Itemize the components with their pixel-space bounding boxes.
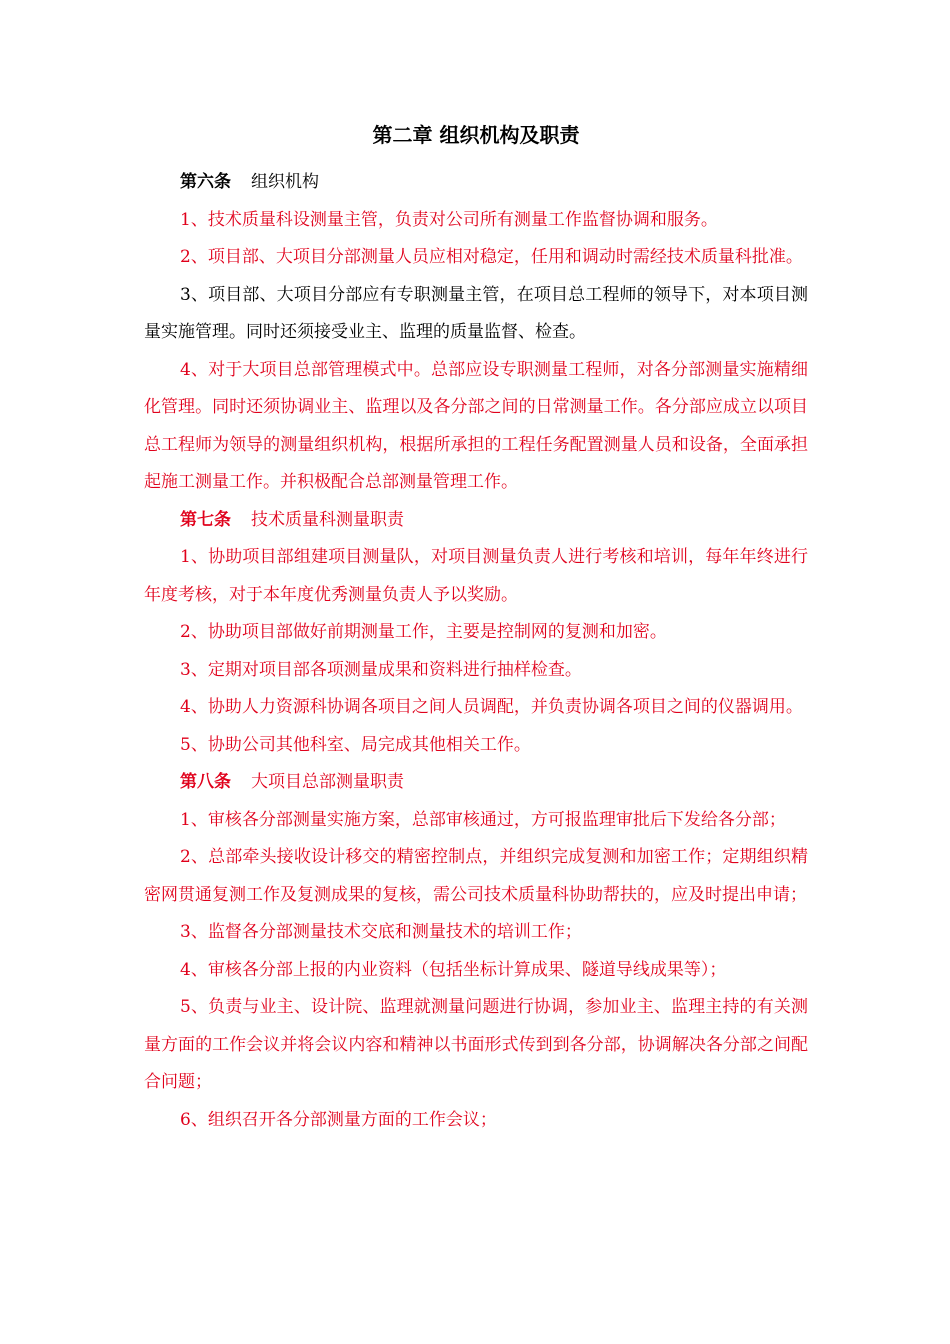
article-7-item-3: 3、定期对项目部各项测量成果和资料进行抽样检查。 bbox=[180, 659, 582, 680]
article-8-item-3: 3、监督各分部测量技术交底和测量技术的培训工作； bbox=[180, 922, 582, 942]
article-7-item-4: 4、协助人力资源科协调各项目之间人员调配，并负责协调各项目之间的仪器调用。 bbox=[180, 697, 803, 717]
article-8-number: 第八条 bbox=[180, 772, 231, 792]
article-6-number: 第六条 bbox=[180, 172, 231, 192]
article-7-heading bbox=[144, 502, 808, 540]
article-6-item-4: 4、对于大项目总部管理模式中。总部应设专职测量工程师，对各分部测量实施精细化管理。同时还须协调业主、监理以及各分部之间的日常测量工作。各分部应成立以项目总工程师为领导的测量组织机构，根据所承担的工程任务配置测量人员和设备，全面承担起施工测量工作。并积极配合总部测量管理工作。 bbox=[144, 359, 808, 492]
article-8-title: 大项目总部测量职责 bbox=[251, 772, 404, 792]
article-7-item-2: 2、协助项目部做好前期测量工作，主要是控制网的复测和加密。 bbox=[180, 622, 667, 642]
article-6-item-2: 2、项目部、大项目分部测量人员应相对稳定，任用和调动时需经技术质量科批准。 bbox=[180, 247, 803, 267]
article-7-item-5: 5、协助公司其他科室、局完成其他相关工作。 bbox=[180, 734, 531, 755]
article-7-number: 第七条 bbox=[180, 509, 231, 530]
chapter-title: 第二章 组织机构及职责 bbox=[372, 123, 580, 147]
article-8-item-1: 1、审核各分部测量实施方案，总部审核通过，方可报监理审批后下发给各分部； bbox=[180, 809, 786, 830]
article-7-item-1: 1、协助项目部组建项目测量队，对项目测量负责人进行考核和培训，每年年终进行年度考核，对于本年度优秀测量负责人予以奖励。 bbox=[144, 547, 808, 605]
article-6-title: 组织机构 bbox=[251, 172, 319, 192]
article-8-item-5: 5、负责与业主、设计院、监理就测量问题进行协调，参加业主、监理主持的有关测量方面的工作会议并将会议内容和精神以书面形式传到到各分部，协调解决各分部之间配合问题； bbox=[144, 997, 808, 1092]
article-6-item-3: 3、项目部、大项目分部应有专职测量主管，在项目总工程师的领导下，对本项目测量实施管理。同时还须接受业主、监理的质量监督、检查。 bbox=[144, 284, 808, 342]
article-8-heading bbox=[144, 764, 808, 802]
article-8-item-4: 4、审核各分部上报的内业资料（包括坐标计算成果、隧道导线成果等）； bbox=[180, 959, 727, 980]
article-6-heading bbox=[144, 164, 808, 202]
document-page bbox=[144, 118, 808, 1139]
article-8-item-2: 2、总部牵头接收设计移交的精密控制点，并组织完成复测和加密工作；定期组织精密网贯通复测工作及复测成果的复核，需公司技术质量科协助帮扶的，应及时提出申请； bbox=[144, 847, 808, 905]
article-8-item-6: 6、组织召开各分部测量方面的工作会议； bbox=[180, 1109, 497, 1130]
article-7-title: 技术质量科测量职责 bbox=[251, 509, 404, 530]
article-6-item-1: 1、技术质量科设测量主管，负责对公司所有测量工作监督协调和服务。 bbox=[180, 209, 718, 230]
